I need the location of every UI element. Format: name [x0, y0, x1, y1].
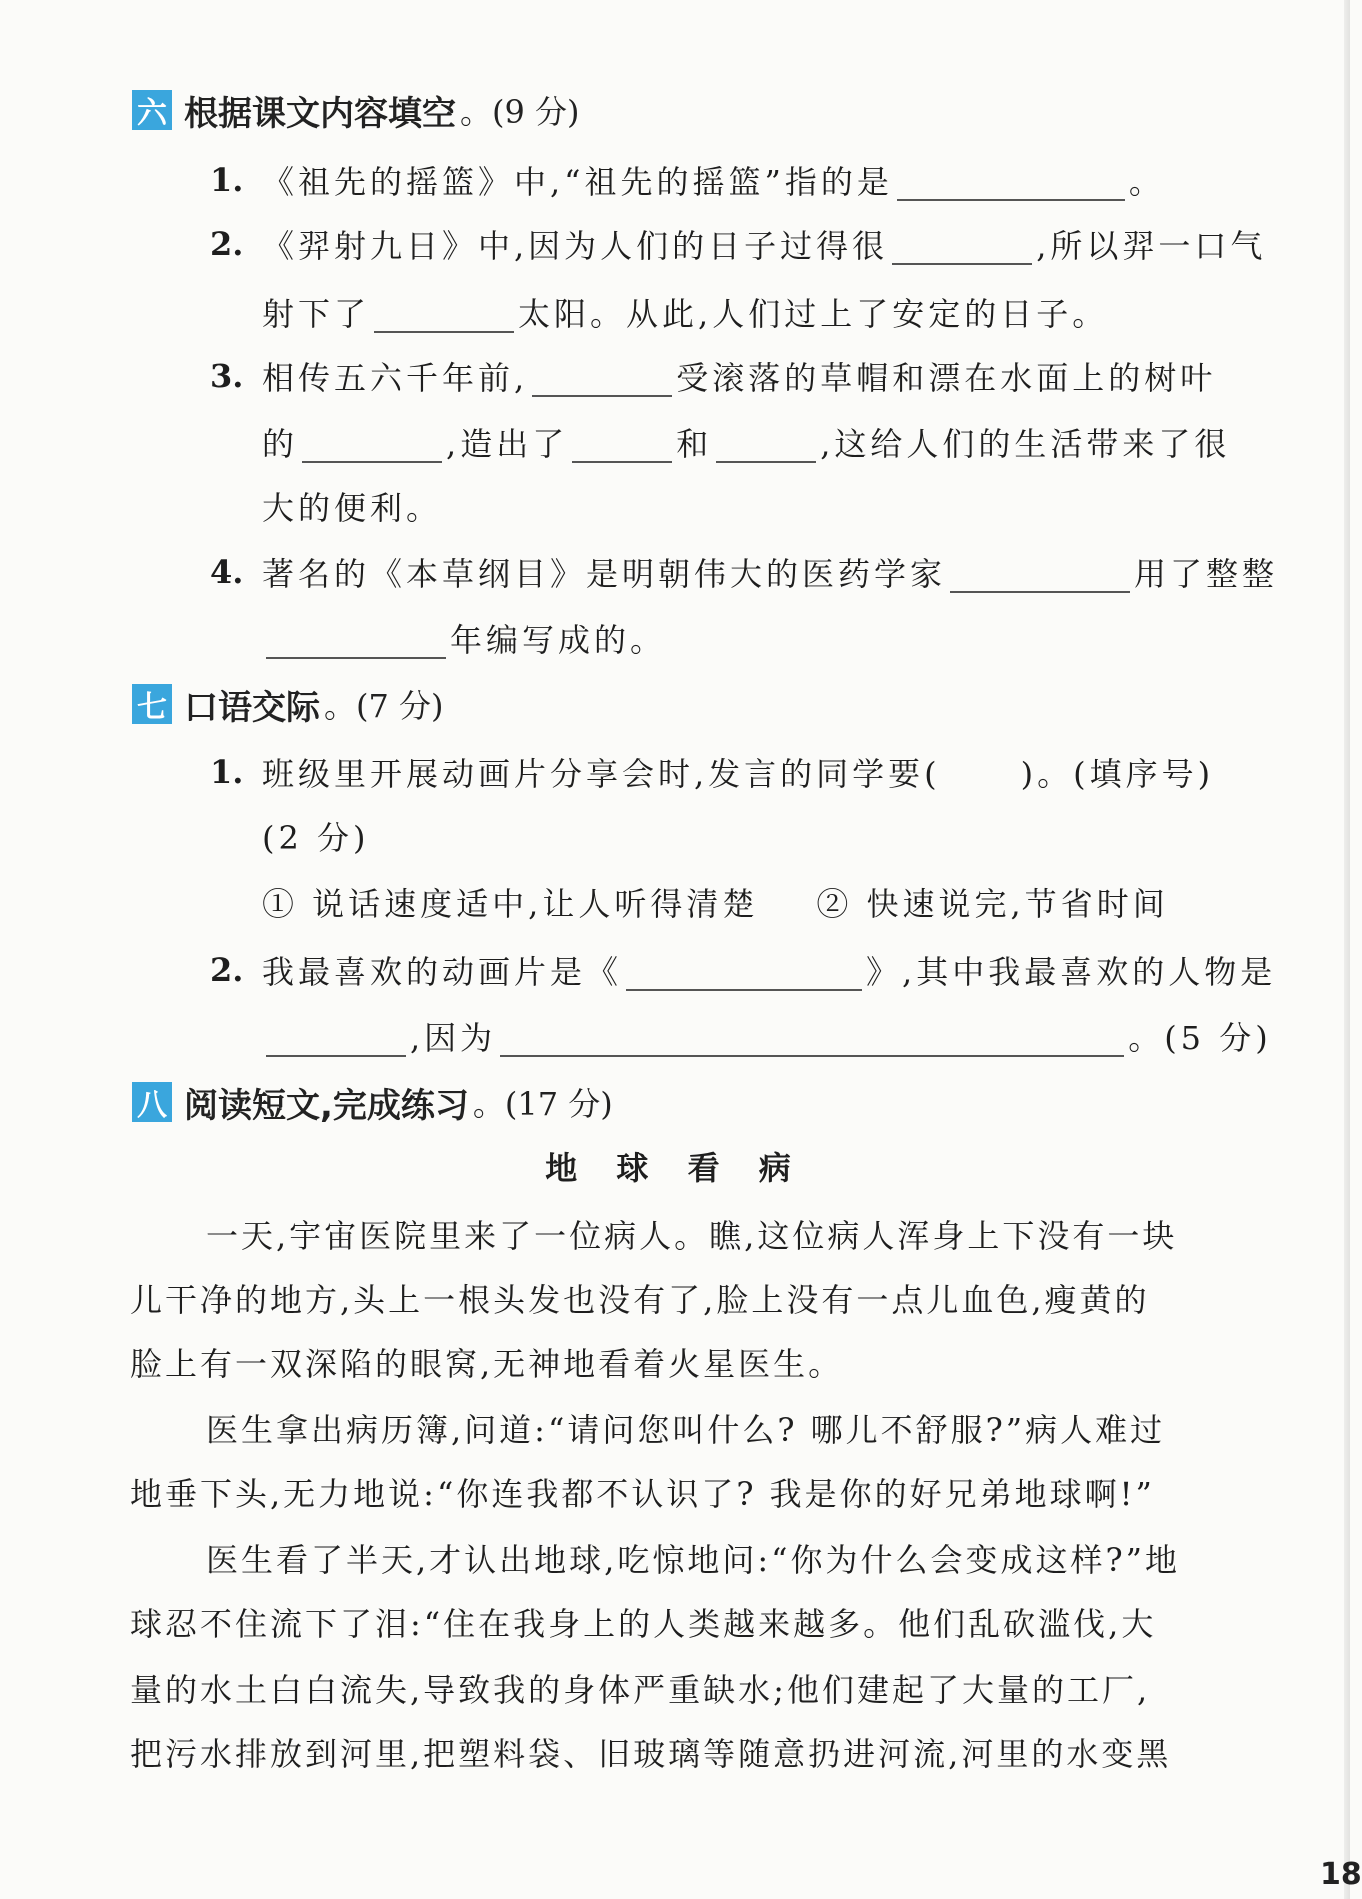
s7-q1-cont	[262, 806, 1280, 866]
section-8-points: 。(17 分)	[472, 1085, 613, 1123]
story-line: 儿干净的地方,头上一根头发也没有了,脸上没有一点儿血色,瘦黄的	[130, 1281, 1150, 1319]
s6-q3-blank-3[interactable]	[572, 421, 672, 463]
s7-q2-number: 2.	[210, 951, 244, 989]
s6-q3-text-d: ,造出了	[446, 425, 569, 463]
s7-q1-text-a: 班级里开展动画片分享会时,发言的同学要(	[262, 755, 941, 793]
s7-q1-option-1: ① 说话速度适中,让人听得清楚	[262, 885, 759, 923]
section-6-points: 。(9 分)	[460, 93, 580, 131]
s6-q3-text-b: 受滚落的草帽和漂在水面上的树叶	[676, 359, 1217, 397]
s6-q3	[210, 346, 1280, 406]
s6-q4	[210, 542, 1280, 602]
s6-q4-text-c: 年编写成的。	[450, 621, 667, 659]
s7-q2-blank-2[interactable]	[266, 1015, 406, 1057]
s7-q2-blank-3[interactable]	[500, 1015, 1124, 1057]
s6-q1-blank[interactable]	[897, 159, 1125, 201]
s6-q2-text-c: 射下了	[262, 295, 371, 333]
s6-q1-number: 1.	[210, 161, 244, 199]
s6-q3-text-c: 的	[262, 425, 299, 463]
s7-q2-blank-1[interactable]	[626, 949, 862, 991]
story-line: 把污水排放到河里,把塑料袋、旧玻璃等随意扔进河流,河里的水变黑	[130, 1735, 1172, 1773]
section-8-header	[132, 1074, 613, 1130]
s6-q2-number: 2.	[210, 225, 244, 263]
s6-q3-blank-4[interactable]	[716, 421, 816, 463]
s6-q3-cont	[262, 412, 1280, 472]
s6-q3-blank-1[interactable]	[532, 355, 672, 397]
section-8-title: 阅读短文,完成练习	[184, 1085, 469, 1126]
s6-q3-cont2	[262, 476, 1280, 536]
section-7-title: 口语交际	[184, 687, 320, 728]
s6-q4-text-b: 用了整整	[1134, 555, 1279, 593]
s7-q2-text-a: 我最喜欢的动画片是《	[262, 953, 623, 991]
s6-q3-text-a: 相传五六千年前,	[262, 359, 529, 397]
story-line: 球忍不住流下了泪:“住在我身上的人类越来越多。他们乱砍滥伐,大	[130, 1605, 1157, 1643]
s6-q2-text-d: 太阳。从此,人们过上了安定的日子。	[518, 295, 1109, 333]
story-line: 医生看了半天,才认出地球,吃惊地问:“你为什么会变成这样?”地	[206, 1541, 1181, 1579]
s6-q4-text-a: 著名的《本草纲目》是明朝伟大的医药学家	[262, 555, 947, 593]
section-6-title: 根据课文内容填空	[184, 93, 456, 134]
s6-q2-blank-2[interactable]	[374, 291, 514, 333]
s6-q3-number: 3.	[210, 357, 244, 395]
s7-q1	[210, 742, 1280, 802]
s7-q1-number: 1.	[210, 753, 244, 791]
s6-q3-text-e: 和	[676, 425, 713, 463]
s6-q4-blank-2[interactable]	[266, 617, 446, 659]
s7-q2	[210, 940, 1280, 1000]
page-number: 18	[1320, 1857, 1362, 1892]
story-line: 医生拿出病历簿,问道:“请问您叫什么? 哪儿不舒服?”病人难过	[206, 1411, 1166, 1449]
s6-q1-text: 《祖先的摇篮》中,“祖先的摇篮”指的是	[262, 163, 893, 201]
s6-q1-end: 。	[1128, 163, 1165, 201]
s6-q2-text-a: 《羿射九日》中,因为人们的日子过得很	[262, 227, 889, 265]
story-title: 地 球 看 病	[545, 1149, 805, 1187]
section-8-badge: 八	[132, 1082, 172, 1122]
s7-q2-text-b: 》,其中我最喜欢的人物是	[866, 953, 1277, 991]
s7-q1-text-b: )。(填序号)	[1020, 755, 1215, 793]
s6-q4-cont	[262, 608, 1280, 668]
story-line: 地垂下头,无力地说:“你连我都不认识了? 我是你的好兄弟地球啊!”	[130, 1475, 1155, 1513]
section-6-header	[132, 82, 580, 138]
s6-q3-text-g: 大的便利。	[262, 489, 443, 527]
page-edge-shade	[1344, 0, 1350, 1899]
section-7-badge: 七	[132, 684, 172, 724]
s6-q3-text-f: ,这给人们的生活带来了很	[820, 425, 1231, 463]
s6-q2	[210, 214, 1280, 274]
s6-q4-number: 4.	[210, 553, 244, 591]
s7-q1-options	[262, 872, 1280, 932]
section-7-header	[132, 676, 444, 732]
s6-q2-blank-1[interactable]	[892, 223, 1032, 265]
s6-q2-text-b: ,所以羿一口气	[1036, 227, 1267, 265]
story-line: 量的水土白白流失,导致我的身体严重缺水;他们建起了大量的工厂,	[130, 1671, 1151, 1709]
s7-q2-cont	[262, 1006, 1280, 1066]
s6-q4-blank-1[interactable]	[950, 551, 1130, 593]
s6-q2-cont	[262, 282, 1280, 342]
s7-q1-option-2: ② 快速说完,节省时间	[816, 885, 1169, 923]
story-line: 脸上有一双深陷的眼窝,无神地看着火星医生。	[130, 1345, 844, 1383]
s6-q1	[210, 150, 1280, 210]
s7-q2-text-c: ,因为	[410, 1019, 497, 1057]
s7-q1-points: (2 分)	[262, 819, 370, 857]
s7-q2-text-d: 。(5 分)	[1128, 1019, 1272, 1057]
section-6-badge: 六	[132, 90, 172, 130]
story-line: 一天,宇宙医院里来了一位病人。瞧,这位病人浑身上下没有一块	[206, 1217, 1178, 1255]
section-7-points: 。(7 分)	[324, 687, 444, 725]
s6-q3-blank-2[interactable]	[302, 421, 442, 463]
